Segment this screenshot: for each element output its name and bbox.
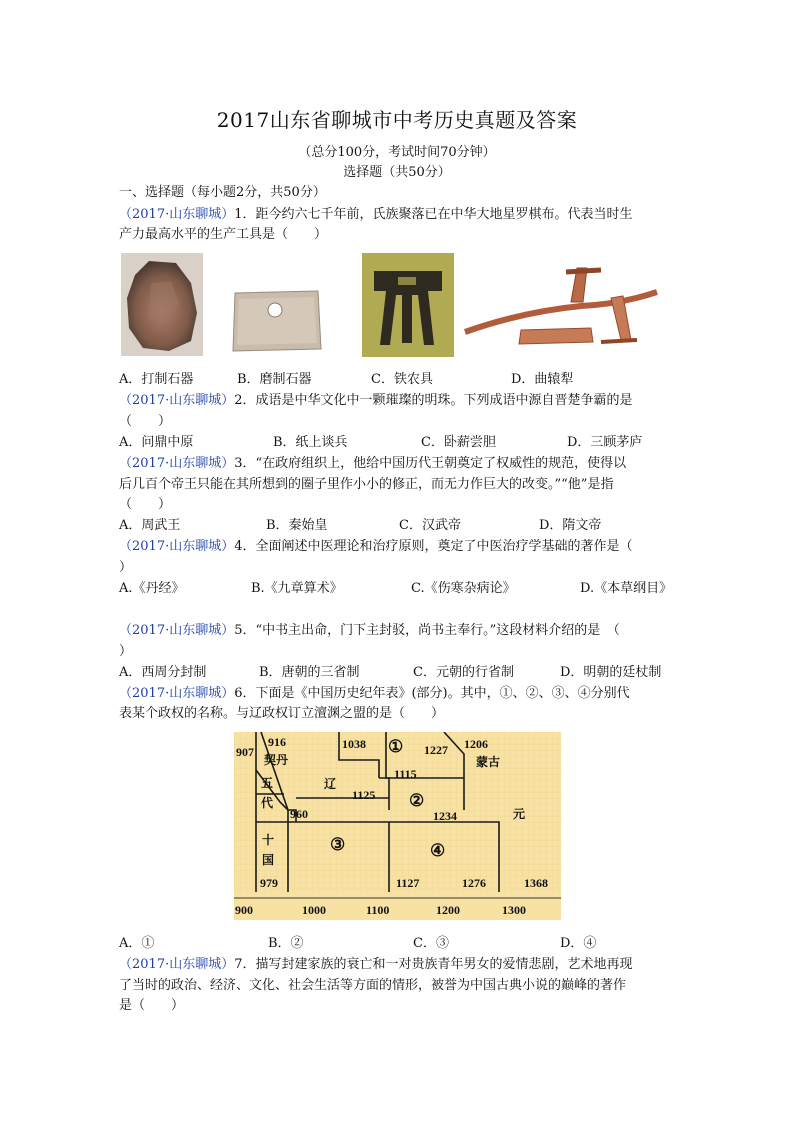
chronology-table-figure [234, 732, 561, 920]
q3-option-b: B．秦始皇 [266, 518, 328, 533]
q6-option-d: D．④ [560, 936, 597, 951]
q1-option-d: D．曲辕犁 [511, 372, 574, 387]
label-979: 979 [260, 876, 278, 890]
label-1115: 1115 [394, 767, 417, 781]
question-6-line-2: 表某个政权的名称。与辽政权订立澶渊之盟的是（ ） [119, 706, 445, 721]
label-circle-2: ② [409, 791, 425, 810]
label-circle-3: ③ [330, 835, 346, 854]
source-tag: （2017·山东聊城） [119, 393, 235, 408]
q2-option-a: A．问鼎中原 [119, 435, 194, 450]
section-heading: 选择题（共50分） [343, 165, 451, 180]
label-khitan: 契丹 [264, 753, 289, 767]
question-4-text: 4．全面阐述中医理论和治疗原则，奠定了中医治疗学基础的著作是（ [234, 539, 633, 554]
question-5-line-2: ） [119, 644, 133, 659]
q3-option-c: C．汉武帝 [399, 518, 461, 533]
question-1-text: 1．距今约六七千年前，氏族聚落已在中华大地星罗棋布。代表当时生 [234, 207, 633, 222]
q1-option-b: B．磨制石器 [237, 372, 312, 387]
source-tag: （2017·山东聊城） [119, 623, 235, 638]
question-5-line-1 [119, 619, 620, 638]
exam-meta: （总分100分，考试时间70分钟） [298, 145, 496, 160]
polished-stone-tool-image [229, 287, 324, 357]
question-7-line-3: 是（ ） [119, 998, 185, 1013]
label-yuan: 元 [513, 807, 526, 821]
question-3-line-1 [119, 452, 626, 471]
label-1227: 1227 [424, 743, 448, 757]
part-heading: 一、选择题（每小题2分，共50分） [119, 185, 326, 200]
x-tick-1200: 1200 [436, 903, 460, 917]
question-7-line-2: 了当时的政治、经济、文化、社会生活等方面的情形，被誉为中国古典小说的巅峰的著作 [119, 978, 627, 993]
chipped-stone-tool-image [121, 253, 203, 356]
question-6-line-1 [119, 682, 630, 701]
q6-option-a: A．① [119, 936, 155, 951]
question-7-line-1 [119, 953, 633, 972]
question-2-text: 2．成语是中华文化中一颗璀璨的明珠。下列成语中源自晋楚争霸的是 [234, 393, 633, 408]
label-circle-1: ① [388, 737, 404, 756]
question-3-text: 3．“在政府组织上，他给中国历代王朝奠定了权威性的规范，使得以 [234, 456, 627, 471]
label-liao: 辽 [324, 777, 337, 791]
q2-option-b: B．纸上谈兵 [273, 435, 348, 450]
q5-option-d: D．明朝的廷杖制 [560, 665, 662, 680]
label-907: 907 [236, 745, 254, 759]
q6-option-b: B．② [268, 936, 304, 951]
label-wudai-1: 五 [261, 776, 274, 790]
label-1125: 1125 [352, 788, 376, 802]
question-6-text: 6．下面是《中国历史纪年表》(部分)。其中，①、②、③、④分别代 [234, 686, 630, 701]
x-tick-1100: 1100 [366, 903, 390, 917]
q3-option-d: D．隋文帝 [539, 518, 602, 533]
source-tag: （2017·山东聊城） [119, 456, 235, 471]
label-wudai-2: 代 [261, 796, 274, 810]
label-1368: 1368 [524, 876, 548, 890]
question-5-text: 5．“中书主出命，门下主封驳，尚书主奉行。”这段材料介绍的是 （ [234, 623, 620, 638]
iron-farm-tool-image [362, 253, 454, 357]
label-mongol: 蒙古 [476, 755, 501, 769]
question-2-line-2: （ ） [119, 414, 172, 429]
source-tag: （2017·山东聊城） [119, 539, 235, 554]
page-title: 2017山东省聊城市中考历史真题及答案 [216, 108, 578, 132]
label-shi: 十 [262, 833, 275, 847]
question-4-line-2: ） [119, 560, 133, 575]
source-tag: （2017·山东聊城） [119, 957, 235, 972]
question-2-line-1 [119, 389, 633, 408]
question-4-line-1 [119, 535, 633, 554]
label-1276: 1276 [462, 876, 486, 890]
q4-option-b: B.《九章算术》 [251, 581, 343, 596]
curved-shaft-plow-image [461, 262, 661, 352]
x-tick-1000: 1000 [302, 903, 326, 917]
q2-option-d: D．三顾茅庐 [567, 435, 643, 450]
label-circle-4: ④ [430, 841, 446, 860]
question-1-line-1 [119, 203, 633, 222]
q6-option-c: C．③ [413, 936, 449, 951]
q5-option-b: B．唐朝的三省制 [259, 665, 360, 680]
question-7-text: 7．描写封建家族的衰亡和一对贵族青年男女的爱情悲剧，艺术地再现 [234, 957, 633, 972]
q1-option-c: C．铁农具 [371, 372, 433, 387]
source-tag: （2017·山东聊城） [119, 686, 235, 701]
label-1038: 1038 [342, 737, 366, 751]
q1-option-a: A．打制石器 [119, 372, 194, 387]
q5-option-a: A．西周分封制 [119, 665, 207, 680]
q4-option-d: D.《本草纲目》 [580, 581, 673, 596]
question-3-line-2: 后几百个帝王只能在其所想到的圈子里作小小的修正，而无力作巨大的改变。”“他”是指 [119, 477, 614, 492]
label-1206: 1206 [464, 737, 488, 751]
q3-option-a: A．周武王 [119, 518, 181, 533]
label-1234: 1234 [433, 809, 457, 823]
label-guo: 国 [262, 853, 275, 867]
question-3-line-3: （ ） [119, 497, 172, 512]
x-tick-900: 900 [235, 903, 253, 917]
label-916: 916 [268, 735, 286, 749]
x-tick-1300: 1300 [502, 903, 526, 917]
question-1-line-2: 产力最高水平的生产工具是（ ） [119, 227, 328, 242]
label-960: 960 [290, 807, 308, 821]
label-1127: 1127 [396, 876, 420, 890]
q5-option-c: C．元朝的行省制 [413, 665, 514, 680]
q4-option-a: A.《丹经》 [119, 581, 185, 596]
q4-option-c: C.《伤寒杂病论》 [411, 581, 516, 596]
q2-option-c: C．卧薪尝胆 [421, 435, 496, 450]
source-tag: （2017·山东聊城） [119, 207, 235, 222]
